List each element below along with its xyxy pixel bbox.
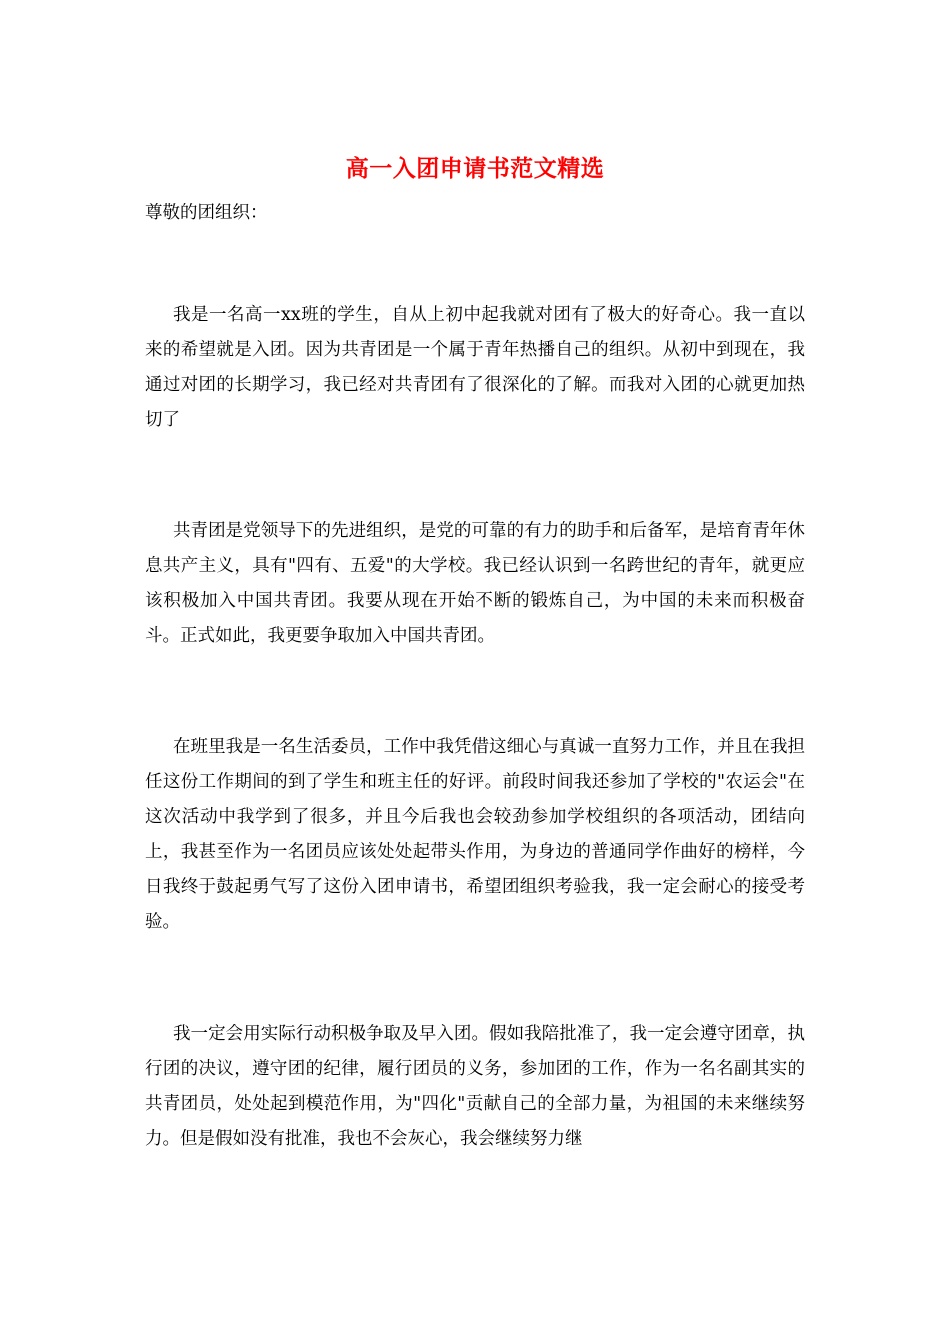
document-title: 高一入团申请书范文精选 — [345, 156, 605, 182]
paragraph-1: 我是一名高一xx班的学生，自从上初中起我就对团有了极大的好奇心。我一直以来的希望就是入团。因为共青团是一个属于青年热播自己的组织。从初中到现在，我通过对团的长期学习，我已经对共青团有了很深化的了解。而我对入团的心就更加热切了 — [145, 305, 805, 430]
salutation: 尊敬的团组织： — [145, 203, 268, 223]
paragraph-4: 我一定会用实际行动积极争取及早入团。假如我陪批准了，我一定会遵守团章，执行团的决议，遵守团的纪律，履行团员的义务，参加团的工作，作为一名名副其实的共青团员，处处起到模范作用，为"四化"贡献自己的全部力量，为祖国的未来继续努力。但是假如没有批准，我也不会灰心，我会继续努力继 — [145, 1024, 805, 1149]
paragraph-2: 共青团是党领导下的先进组织，是党的可靠的有力的助手和后备军，是培育青年休息共产主义，具有"四有、五爱"的大学校。我已经认识到一名跨世纪的青年，就更应该积极加入中国共青团。我要从现在开始不断的锻炼自己，为中国的未来而积极奋斗。正式如此，我更要争取加入中国共青团。 — [145, 521, 805, 646]
paragraph-3: 在班里我是一名生活委员，工作中我凭借这细心与真诚一直努力工作，并且在我担任这份工作期间的到了学生和班主任的好评。前段时间我还参加了学校的"农运会"在这次活动中我学到了很多，并且今后我也会较劲参加学校组织的各项活动，团结向上，我甚至作为一名团员应该处处起带头作用，为身边的普通同学作曲好的榜样，今日我终于鼓起勇气写了这份入团申请书，希望团组织考验我，我一定会耐心的接受考验。 — [145, 737, 805, 932]
